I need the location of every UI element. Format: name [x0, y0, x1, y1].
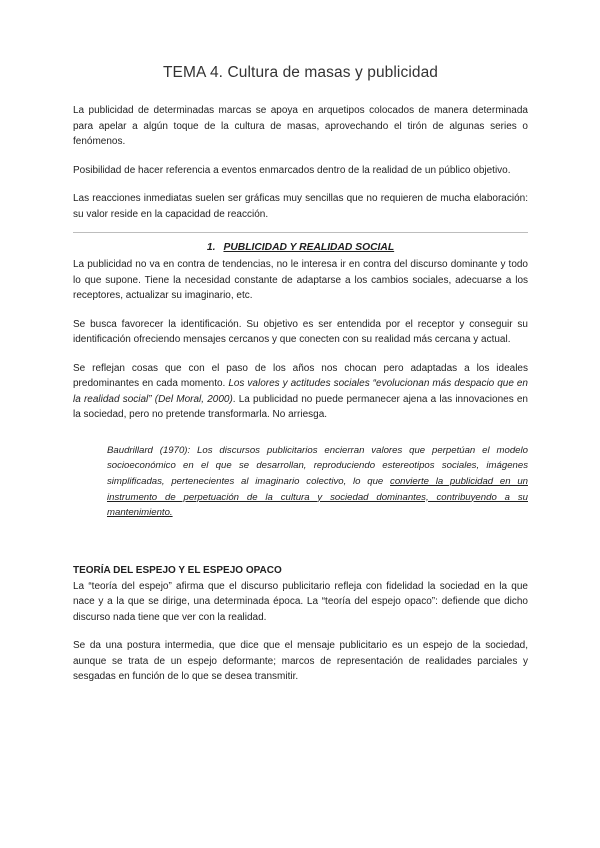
section-1-number: 1. — [206, 242, 216, 253]
section-2-paragraph-2: Se da una postura intermedia, que dice que el mensaje publicitario es un espejo de la sociedad, aunque se trata de un espejo deformante; marcos de representación de realidades parciales y sesgadas en función de lo que se desea transmitir. — [73, 640, 528, 683]
paragraph-3-end: . La publicidad no puede permanecer ajena a las innovaciones en la sociedad, pero no pretende transformarla. No arriesga. — [73, 393, 528, 420]
paragraph-3-citation: Los valores y actitudes sociales “evolucionan más despacio que en la realidad social” (Del Moral, 2000) — [73, 378, 528, 405]
baudrillard-quote — [107, 443, 528, 522]
intro-paragraph-2: Posibilidad de hacer referencia a eventos enmarcados dentro de la realidad de un público objetivo. — [73, 164, 511, 176]
paragraph-3-start: Se reflejan cosas que con el paso de los años nos chocan pero adaptadas a los ideales predominantes en cada momento. — [73, 362, 528, 389]
intro-paragraph-3: Las reacciones inmediatas suelen ser gráficas muy sencillas que no requieren de mucha elaboración: su valor reside en la capacidad de reacción. — [73, 193, 528, 220]
horizontal-divider — [73, 232, 528, 233]
quote-text: Baudrillard (1970): Los discursos publicitarios encierran valores que perpetúan el modelo socioeconómico en el que se desarrollan, reproduciendo estereotipos sociales, imágenes simplificadas, pertenecientes al imaginario colectivo, lo que — [107, 444, 528, 487]
section-1-paragraph-1: La publicidad no va en contra de tendencias, no le interesa ir en contra del discurso dominante y todo lo que supone. Tiene la necesidad constante de adaptarse a los cambios sociales, adecuarse a los receptores, actualizar su imaginario, etc. — [73, 259, 528, 301]
section-2-heading: TEORÍA DEL ESPEJO Y EL ESPEJO OPACO — [73, 565, 282, 577]
section-1-title: PUBLICIDAD Y REALIDAD SOCIAL — [223, 242, 395, 253]
page-title: TEMA 4. Cultura de masas y publicidad — [162, 64, 439, 81]
section-1-paragraph-2: Se busca favorecer la identificación. Su objetivo es ser entendida por el receptor y conseguir su identificación ofreciendo mensajes cercanos y que conecten con su realidad más cercana y actual. — [73, 318, 528, 345]
quote-underlined-text: convierte la publicidad en un instrumento de perpetuación de la cultura y sociedad dominantes, contribuyendo a su mantenimiento. — [107, 475, 528, 519]
section-2-paragraph-1: La “teoría del espejo” afirma que el discurso publicitario refleja con fidelidad la sociedad en la que nace y a la que se dirige, una determinada época. La “teoría del espejo opaco”: defiende que dicho discurso nada tiene que ver con la realidad. — [73, 580, 528, 623]
section-1-paragraph-3 — [73, 361, 528, 423]
document-page — [73, 64, 528, 685]
section-1-heading — [73, 242, 528, 253]
intro-paragraph-1: La publicidad de determinadas marcas se apoya en arquetipos colocados de manera determinada para apelar a algún toque de la cultura de masas, aprovechando el tirón de algunas series o fenómenos. — [73, 105, 528, 147]
